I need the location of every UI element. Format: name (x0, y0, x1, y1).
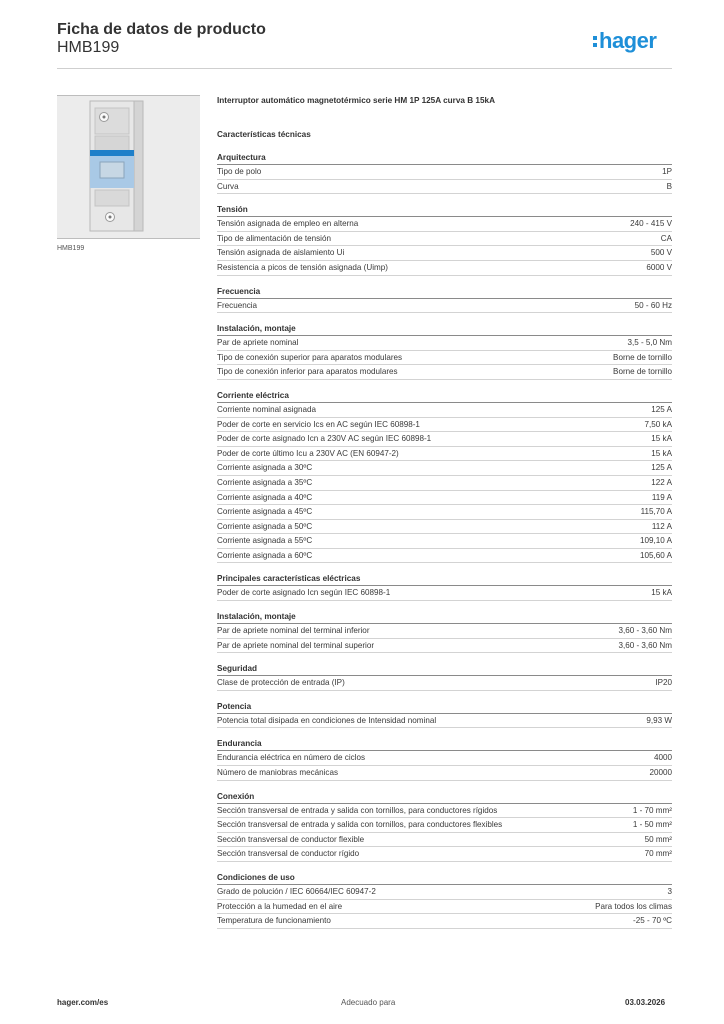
spec-value: Borne de tornillo (613, 352, 672, 362)
spec-section (217, 612, 672, 653)
spec-row (217, 476, 672, 491)
circuit-breaker-illustration (57, 96, 200, 238)
spec-row (217, 246, 672, 261)
spec-label: Resistencia a picos de tensión asignada (Uimp) (217, 262, 388, 272)
spec-value: 1 - 50 mm² (632, 820, 672, 830)
section-title: Instalación, montaje (217, 612, 672, 624)
spec-value: 9,93 W (646, 715, 672, 725)
spec-section (217, 792, 672, 862)
spec-label: Tensión asignada de aislamiento Ui (217, 248, 345, 258)
spec-label: Sección transversal de conductor rígido (217, 849, 360, 859)
spec-row (217, 418, 672, 433)
spec-section (217, 153, 672, 194)
spec-row (217, 351, 672, 366)
spec-value: 3,60 - 3,60 Nm (618, 640, 672, 650)
spec-value: 3 (667, 887, 672, 896)
spec-label: Poder de corte en servicio Ics en AC según IEC 60898-1 (217, 419, 420, 429)
spec-section (217, 873, 672, 929)
spec-value: 119 A (651, 492, 672, 502)
spec-value: CA (660, 233, 672, 243)
spec-value: 15 kA (651, 434, 672, 444)
spec-row (217, 165, 672, 180)
spec-row (217, 180, 672, 195)
spec-label: Corriente nominal asignada (217, 404, 316, 414)
spec-label: Corriente asignada a 45ºC (217, 507, 313, 517)
spec-row (217, 549, 672, 564)
spec-section (217, 391, 672, 564)
product-title: Interruptor automático magnetotérmico serie HM 1P 125A curva B 15kA (217, 96, 496, 105)
spec-label: Potencia total disipada en condiciones de Intensidad nominal (217, 715, 437, 725)
product-image (57, 95, 200, 239)
section-title: Instalación, montaje (217, 324, 672, 336)
spec-label: Tipo de alimentación de tensión (217, 233, 331, 243)
section-title: Conexión (217, 792, 672, 804)
section-title: Seguridad (217, 664, 672, 676)
page-title: Ficha de datos de producto (57, 21, 266, 38)
spec-value: 109,10 A (640, 536, 672, 546)
section-title: Tensión (217, 205, 672, 217)
hager-logo (592, 27, 676, 57)
spec-row (217, 766, 672, 781)
section-title: Condiciones de uso (217, 873, 672, 885)
spec-label: Poder de corte asignado Icn según IEC 60898-1 (217, 588, 391, 598)
spec-value: 240 - 415 V (630, 219, 672, 229)
spec-label: Corriente asignada a 40ºC (217, 492, 313, 502)
spec-label: Sección transversal de entrada y salida con tornillos, para conductores rígidos (217, 805, 498, 815)
spec-value: 105,60 A (640, 550, 672, 560)
spec-value: Borne de tornillo (613, 367, 672, 377)
spec-label: Tipo de conexión superior para aparatos modulares (217, 352, 403, 362)
spec-label: Poder de corte último Icu a 230V AC (EN 60947-2) (217, 448, 399, 458)
spec-value: B (666, 181, 672, 191)
spec-row (217, 818, 672, 833)
product-code: HMB199 (57, 39, 120, 56)
spec-row (217, 365, 672, 380)
spec-row (217, 586, 672, 601)
section-title: Potencia (217, 702, 672, 714)
spec-value: 20000 (649, 768, 672, 778)
spec-value: 15 kA (651, 448, 672, 458)
spec-label: Corriente asignada a 55ºC (217, 536, 313, 546)
spec-label: Tensión asignada de empleo en alterna (217, 219, 359, 229)
spec-row (217, 914, 672, 929)
spec-row (217, 885, 672, 900)
spec-label: Corriente asignada a 30ºC (217, 463, 313, 473)
spec-label: Frecuencia (217, 300, 258, 310)
section-title: Corriente eléctrica (217, 391, 672, 403)
spec-value: 50 mm² (644, 834, 672, 844)
spec-value: 6000 V (646, 262, 672, 272)
spec-value: IP20 (655, 678, 672, 688)
spec-value: 7,50 kA (644, 419, 672, 429)
spec-section (217, 664, 672, 691)
spec-value: 125 A (651, 463, 672, 473)
spec-row (217, 261, 672, 276)
spec-row (217, 833, 672, 848)
spec-row (217, 217, 672, 232)
section-title: Frecuencia (217, 287, 672, 299)
spec-label: Corriente asignada a 35ºC (217, 477, 313, 487)
spec-row (217, 447, 672, 462)
spec-row (217, 900, 672, 915)
spec-value: 115,70 A (640, 507, 672, 517)
spec-label: Endurancia eléctrica en número de ciclos (217, 753, 366, 763)
spec-label: Corriente asignada a 50ºC (217, 521, 313, 531)
spec-label: Par de apriete nominal (217, 338, 299, 348)
spec-label: Curva (217, 181, 239, 191)
spec-row (217, 505, 672, 520)
spec-value: 70 mm² (644, 849, 672, 859)
spec-value: 3,5 - 5,0 Nm (627, 338, 672, 348)
spec-row (217, 676, 672, 691)
spec-row (217, 534, 672, 549)
spec-value: 500 V (650, 248, 672, 258)
spec-label: Protección a la humedad en el aire (217, 901, 343, 911)
spec-section (217, 574, 672, 601)
spec-row (217, 299, 672, 314)
spec-row (217, 751, 672, 766)
spec-label: Par de apriete nominal del terminal superior (217, 640, 375, 650)
footer-website[interactable]: hager.com/es (57, 998, 109, 1007)
spec-row (217, 491, 672, 506)
spec-section (217, 205, 672, 275)
spec-value: 15 kA (651, 588, 672, 598)
spec-label: Sección transversal de conductor flexible (217, 834, 365, 844)
spec-label: Tipo de conexión inferior para aparatos modulares (217, 367, 398, 377)
spec-label: Temperatura de funcionamiento (217, 916, 331, 926)
spec-value: 3,60 - 3,60 Nm (618, 626, 672, 636)
spec-label: Tipo de polo (217, 167, 262, 176)
footer-note: Adecuado para (341, 998, 396, 1007)
tech-heading: Características técnicas (217, 130, 311, 139)
spec-value: 112 A (651, 521, 672, 531)
spec-row (217, 461, 672, 476)
brand-name: hager (599, 28, 657, 53)
spec-section (217, 702, 672, 729)
spec-row (217, 403, 672, 418)
spec-value: -25 - 70 ºC (633, 916, 672, 926)
spec-row (217, 624, 672, 639)
spec-label: Número de maniobras mecánicas (217, 768, 339, 778)
spec-row (217, 714, 672, 729)
image-caption: HMB199 (57, 245, 85, 252)
spec-section (217, 739, 672, 780)
spec-row (217, 232, 672, 247)
spec-row (217, 432, 672, 447)
section-title: Endurancia (217, 739, 672, 751)
spec-row (217, 847, 672, 862)
spec-row (217, 336, 672, 351)
footer-date: 03.03.2026 (625, 998, 666, 1007)
spec-value: 1 - 70 mm² (632, 805, 672, 815)
spec-value: 122 A (651, 477, 672, 487)
spec-content (217, 96, 672, 929)
spec-label: Par de apriete nominal del terminal inferior (217, 626, 370, 636)
header-divider (57, 68, 672, 69)
spec-value: 1P (662, 167, 672, 176)
spec-label: Sección transversal de entrada y salida con tornillos, para conductores flexibles (217, 820, 503, 830)
spec-section (217, 287, 672, 314)
spec-value: 125 A (651, 404, 672, 414)
spec-value: 50 - 60 Hz (634, 300, 672, 310)
spec-row (217, 639, 672, 654)
spec-section (217, 324, 672, 380)
spec-sections (217, 153, 672, 929)
spec-row (217, 520, 672, 535)
section-title: Arquitectura (217, 153, 672, 165)
section-title: Principales características eléctricas (217, 574, 672, 586)
spec-label: Poder de corte asignado Icn a 230V AC según IEC 60898-1 (217, 434, 432, 444)
spec-value: 4000 (653, 753, 672, 763)
spec-value: Para todos los climas (595, 901, 672, 911)
spec-label: Grado de polución / IEC 60664/IEC 60947-2 (217, 887, 376, 896)
spec-label: Corriente asignada a 60ºC (217, 550, 313, 560)
spec-row (217, 804, 672, 819)
spec-label: Clase de protección de entrada (IP) (217, 678, 345, 688)
